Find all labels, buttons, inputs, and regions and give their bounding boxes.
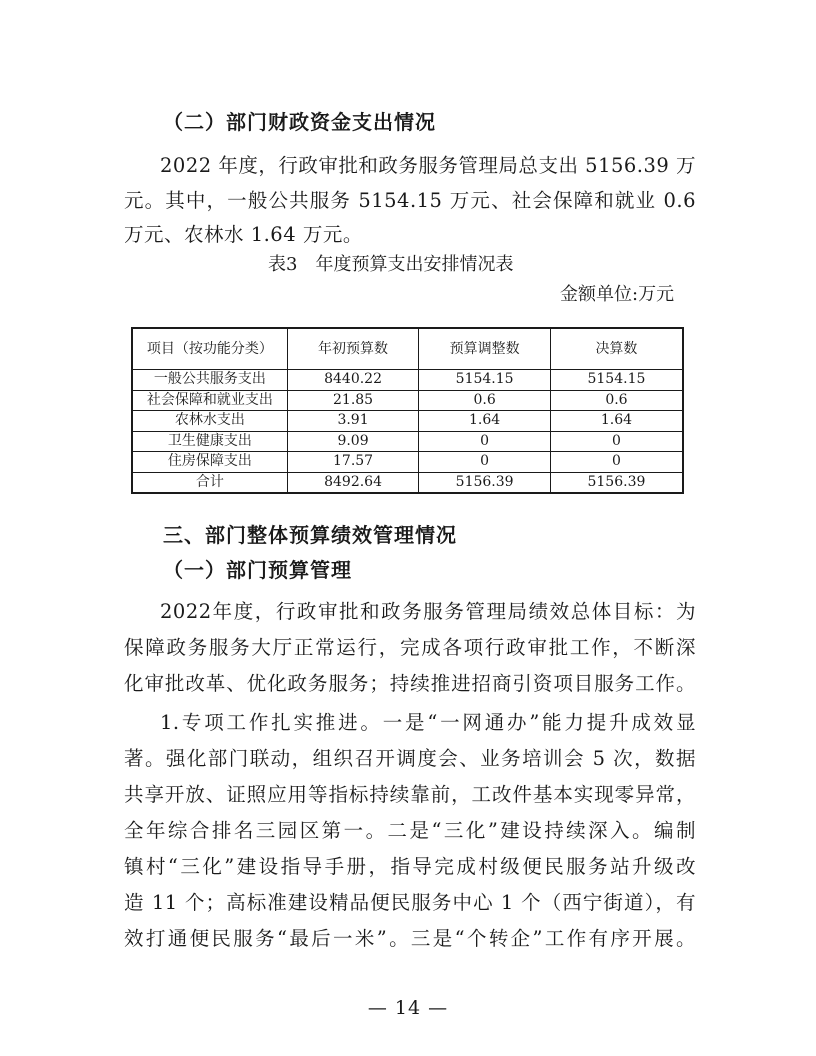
paragraph-line: 万元、农林水 1.64 万元。 xyxy=(124,223,363,246)
table-header-row xyxy=(132,328,683,370)
table-cell: 合计 xyxy=(132,472,287,493)
table-cell: 一般公共服务支出 xyxy=(132,370,287,391)
table-cell: 0 xyxy=(550,452,683,473)
table-cell: 5154.15 xyxy=(550,370,683,391)
unit-label: 金额单位:万元 xyxy=(560,284,675,305)
paragraph-line: 元。其中，一般公共服务 5154.15 万元、社会保障和就业 0.6 xyxy=(124,189,696,212)
paragraph-line: 共享开放、证照应用等指标持续靠前，工改件基本实现零异常， xyxy=(124,783,696,806)
paragraph-line: 保障政务服务大厅正常运行，完成各项行政审批工作，不断深 xyxy=(124,636,696,659)
table-cell: 3.91 xyxy=(287,411,419,432)
paragraph-line: 2022年度，行政审批和政务服务管理局绩效总体目标：为 xyxy=(160,600,696,623)
section-heading-performance-management: 三、部门整体预算绩效管理情况 xyxy=(163,523,457,547)
table-cell: 社会保障和就业支出 xyxy=(132,390,287,411)
table-cell: 农林水支出 xyxy=(132,411,287,432)
table-total-row xyxy=(132,472,683,493)
subsection-heading-budget-management: （一）部门预算管理 xyxy=(163,558,352,582)
column-header: 年初预算数 xyxy=(287,328,419,370)
table-cell: 0 xyxy=(419,452,551,473)
page-number: — 14 — xyxy=(367,997,449,1019)
paragraph-line: 效打通便民服务“最后一米”。三是“个转企”工作有序开展。 xyxy=(124,927,696,950)
table-cell: 5156.39 xyxy=(550,472,683,493)
table-row xyxy=(132,431,683,452)
table-cell: 0 xyxy=(419,431,551,452)
table-row xyxy=(132,390,683,411)
table-cell: 0 xyxy=(550,431,683,452)
table-cell: 8440.22 xyxy=(287,370,419,391)
table-row xyxy=(132,452,683,473)
paragraph-line: 著。强化部门联动，组织召开调度会、业务培训会 5 次，数据 xyxy=(124,747,696,770)
table-cell: 1.64 xyxy=(419,411,551,432)
paragraph-line: 化审批改革、优化政务服务；持续推进招商引资项目服务工作。 xyxy=(124,672,696,695)
column-header: 项目（按功能分类） xyxy=(132,328,287,370)
table-cell: 17.57 xyxy=(287,452,419,473)
paragraph-line: 2022 年度，行政审批和政务服务管理局总支出 5156.39 万 xyxy=(160,154,696,177)
budget-expenditure-table xyxy=(131,327,684,494)
table-cell: 5154.15 xyxy=(419,370,551,391)
table-cell: 8492.64 xyxy=(287,472,419,493)
paragraph-line: 镇村“三化”建设指导手册，指导完成村级便民服务站升级改 xyxy=(124,855,696,878)
table-cell: 5156.39 xyxy=(419,472,551,493)
table-row xyxy=(132,370,683,391)
table-title: 表3 年度预算支出安排情况表 xyxy=(268,254,514,275)
table-cell: 0.6 xyxy=(419,390,551,411)
column-header: 决算数 xyxy=(550,328,683,370)
table-cell: 卫生健康支出 xyxy=(132,431,287,452)
table-cell: 21.85 xyxy=(287,390,419,411)
table-cell: 0.6 xyxy=(550,390,683,411)
paragraph-line: 全年综合排名三园区第一。二是“三化”建设持续深入。编制 xyxy=(124,819,696,842)
table-cell: 住房保障支出 xyxy=(132,452,287,473)
paragraph-line: 造 11 个；高标准建设精品便民服务中心 1 个（西宁街道），有 xyxy=(124,891,696,914)
table-row xyxy=(132,411,683,432)
table-cell: 1.64 xyxy=(550,411,683,432)
section-heading-financial-expenditure: （二）部门财政资金支出情况 xyxy=(163,110,436,134)
paragraph-line: 1.专项工作扎实推进。一是“一网通办”能力提升成效显 xyxy=(160,711,696,734)
column-header: 预算调整数 xyxy=(419,328,551,370)
table-cell: 9.09 xyxy=(287,431,419,452)
